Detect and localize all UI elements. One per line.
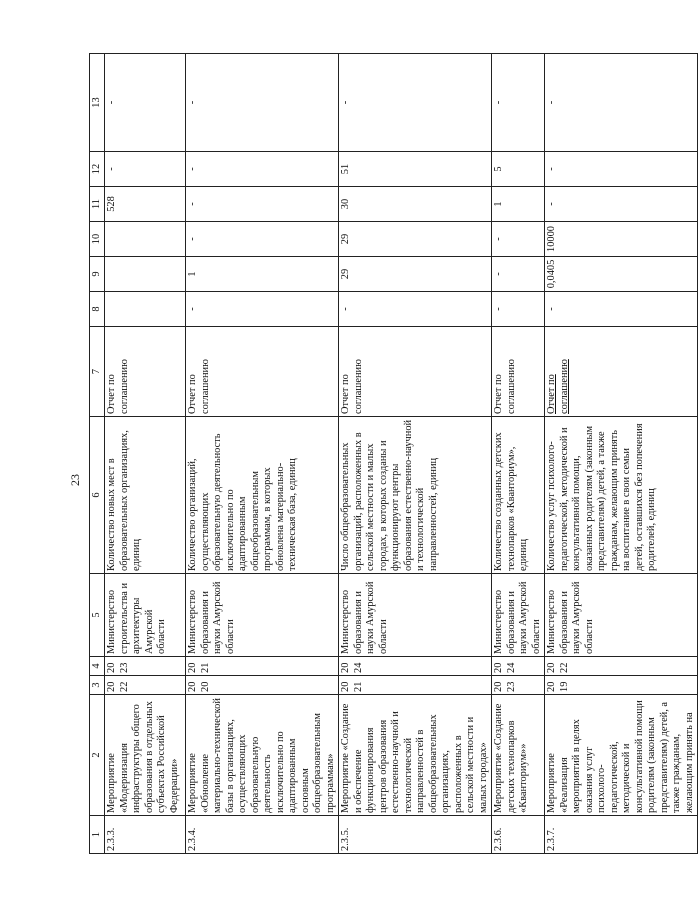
value-col-10: - bbox=[492, 222, 545, 257]
value-col-13: - bbox=[186, 54, 339, 152]
end-year: 2021 bbox=[186, 657, 339, 676]
executor: Министерство образования и науки Амурской области bbox=[545, 574, 698, 657]
value-col-10 bbox=[105, 222, 186, 257]
table-row bbox=[186, 54, 339, 854]
data-source: Отчет по соглашению bbox=[339, 327, 492, 417]
executor: Министерство образования и науки Амурской области bbox=[492, 574, 545, 657]
executor: Министерство образования и науки Амурской области bbox=[186, 574, 339, 657]
start-year: 2023 bbox=[492, 676, 545, 695]
indicator: Количество новых мест в образовательных организациях, единиц bbox=[105, 417, 186, 574]
table-row bbox=[545, 54, 698, 854]
value-col-11: - bbox=[186, 187, 339, 222]
col-header: 2 bbox=[90, 695, 105, 816]
value-col-9: - bbox=[492, 257, 545, 292]
value-col-10: - bbox=[186, 222, 339, 257]
value-col-10: 29 bbox=[339, 222, 492, 257]
page-number: 23 bbox=[68, 474, 82, 486]
end-year: 2022 bbox=[545, 657, 698, 676]
start-year: 2019 bbox=[545, 676, 698, 695]
row-number: 2.3.4. bbox=[186, 816, 339, 854]
value-col-13: - bbox=[492, 54, 545, 152]
end-year: 2023 bbox=[105, 657, 186, 676]
col-header: 5 bbox=[90, 574, 105, 657]
program-measures-table bbox=[89, 53, 698, 854]
value-col-8: - bbox=[339, 292, 492, 327]
indicator: Число общеобразовательных организаций, расположенных в сельской местности и малых городах, в которых созданы и функционируют центры образования естественно-научной и технологической направленностей, единиц bbox=[339, 417, 492, 574]
col-header: 11 bbox=[90, 187, 105, 222]
measure-name: Мероприятие «Модернизация инфраструктуры общего образования в отдельных субъектах Российской Федерации» bbox=[105, 695, 186, 816]
value-col-11: - bbox=[545, 187, 698, 222]
value-col-12: - bbox=[545, 152, 698, 187]
value-col-9: 0,0405 bbox=[545, 257, 698, 292]
table-row bbox=[105, 54, 186, 854]
col-header: 7 bbox=[90, 327, 105, 417]
col-header: 3 bbox=[90, 676, 105, 695]
value-col-13: - bbox=[339, 54, 492, 152]
value-col-12: 51 bbox=[339, 152, 492, 187]
start-year: 2020 bbox=[186, 676, 339, 695]
data-source: Отчет по соглашению bbox=[186, 327, 339, 417]
measure-name: Мероприятие «Реализация мероприятий в целях оказания услуг психолого-педагогической, методической и консультативной помощи родителям (законным представителям) детей, а также гражданам, желающим принять на bbox=[545, 695, 698, 816]
value-col-13: - bbox=[545, 54, 698, 152]
value-col-12: 5 bbox=[492, 152, 545, 187]
col-header: 9 bbox=[90, 257, 105, 292]
data-source: Отчет по соглашению bbox=[105, 327, 186, 417]
indicator: Количество организаций, осуществляющих образовательную деятельность исключительно по адаптированным общеобразовательным программам, в которых обновлена материально-техническая база, единиц bbox=[186, 417, 339, 574]
end-year: 2024 bbox=[339, 657, 492, 676]
col-header: 4 bbox=[90, 657, 105, 676]
table-row bbox=[339, 54, 492, 854]
row-number: 2.3.7. bbox=[545, 816, 698, 854]
indicator: Количество созданных детских технопарков «Кванториум», единиц bbox=[492, 417, 545, 574]
executor: Министерство образования и науки Амурской области bbox=[339, 574, 492, 657]
value-col-10: 10000 bbox=[545, 222, 698, 257]
value-col-9: 1 bbox=[186, 257, 339, 292]
value-col-9: 29 bbox=[339, 257, 492, 292]
data-source: Отчет по соглашению bbox=[545, 327, 698, 417]
header-row bbox=[90, 54, 105, 854]
indicator: Количество услуг психолого-педагогической, методической и консультативной помощи, оказанных родителям (законным представителям) детей, а также гражданам, желающим принять на воспитание в свои семьи детей, оставшихся без попечения родителей, единиц bbox=[545, 417, 698, 574]
value-col-8: - bbox=[492, 292, 545, 327]
value-col-13: - bbox=[105, 54, 186, 152]
col-header: 12 bbox=[90, 152, 105, 187]
data-source: Отчет по соглашению bbox=[492, 327, 545, 417]
start-year: 2021 bbox=[339, 676, 492, 695]
measure-name: Мероприятие «Создание и обеспечение функционирования центров образования естественно-научной и технологической направленностей в общеобразовательных организациях, расположенных в сельской местности и малых городах» bbox=[339, 695, 492, 816]
value-col-8: - bbox=[545, 292, 698, 327]
col-header: 13 bbox=[90, 54, 105, 152]
end-year: 2024 bbox=[492, 657, 545, 676]
executor: Министерство строительства и архитектуры Амурской области bbox=[105, 574, 186, 657]
col-header: 10 bbox=[90, 222, 105, 257]
start-year: 2022 bbox=[105, 676, 186, 695]
rotated-table-container bbox=[89, 54, 695, 854]
value-col-11: 30 bbox=[339, 187, 492, 222]
value-col-12: - bbox=[186, 152, 339, 187]
row-number: 2.3.5. bbox=[339, 816, 492, 854]
value-col-12: - bbox=[105, 152, 186, 187]
value-col-11: 528 bbox=[105, 187, 186, 222]
row-number: 2.3.3. bbox=[105, 816, 186, 854]
col-header: 1 bbox=[90, 816, 105, 854]
col-header: 8 bbox=[90, 292, 105, 327]
value-col-8: - bbox=[186, 292, 339, 327]
measure-name: Мероприятие «Создание детских технопарков «Кванториум»» bbox=[492, 695, 545, 816]
row-number: 2.3.6. bbox=[492, 816, 545, 854]
value-col-11: 1 bbox=[492, 187, 545, 222]
table-row bbox=[492, 54, 545, 854]
col-header: 6 bbox=[90, 417, 105, 574]
measure-name: Мероприятие «Обновление материально-технической базы в организациях, осуществляющих образовательную деятельность исключительно по адаптированным основным общеобразовательным программам» bbox=[186, 695, 339, 816]
value-col-9 bbox=[105, 257, 186, 292]
value-col-8 bbox=[105, 292, 186, 327]
